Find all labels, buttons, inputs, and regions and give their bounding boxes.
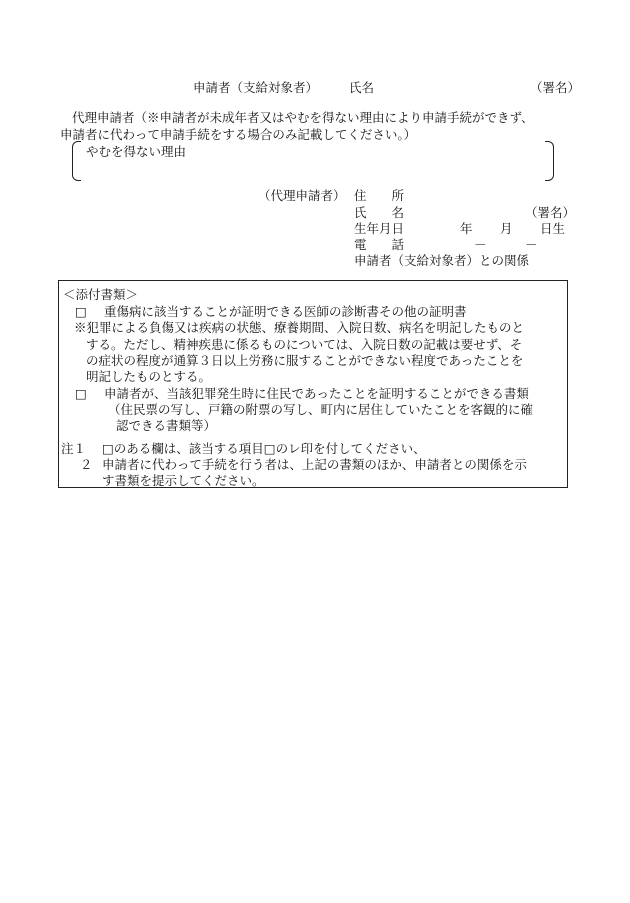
dob-day: 日生: [540, 221, 566, 236]
name-label: 氏名: [349, 80, 375, 95]
note-line-3: の症状の程度が通算３日以上労務に服することができない程度であったことを: [86, 353, 524, 368]
reason-label: やむを得ない理由: [86, 144, 187, 159]
phone-dash-1: －: [474, 237, 487, 252]
note2-line-2: す書類を提示してください。: [102, 473, 265, 488]
agent-address-label: 住 所: [354, 188, 405, 203]
agent-intro-line1: 代理申請者（※申請者が未成年者又はやむを得ない理由により申請手続ができず、: [72, 110, 534, 125]
agent-dob-label: 生年月日: [354, 221, 405, 236]
note-line-2: する。ただし、精神疾患に係るものについては、入院日数の記載は要せず、そ: [86, 337, 523, 352]
note-line-1: ※犯罪による負傷又は疾病の状態、療養期間、入院日数、病名を明記したものと: [74, 320, 525, 335]
dob-month: 月: [500, 221, 513, 236]
notes-label: 注１: [61, 441, 87, 456]
attachments-title: ＜添付書類＞: [63, 287, 139, 302]
agent-relation-label: 申請者（支給対象者）との関係: [354, 253, 530, 268]
item2-line-3: 認できる書類等）: [116, 418, 217, 433]
applicant-label: 申請者（支給対象者）: [193, 80, 319, 95]
reason-bracket-left: [72, 141, 81, 181]
agent-group-label: （代理申請者）: [258, 188, 346, 203]
reason-bracket-right: [545, 141, 554, 181]
agent-signature-label: （署名）: [525, 205, 576, 220]
item2-checkbox[interactable]: □: [75, 386, 87, 401]
dob-year: 年: [460, 221, 473, 236]
phone-dash-2: －: [525, 237, 538, 252]
agent-intro-line2: 申請者に代わって申請手続をする場合のみ記載してください。）: [60, 127, 417, 142]
agent-name-label: 氏 名: [354, 205, 405, 220]
item2-line-1: 申請者が、当該犯罪発生時に住民であったことを証明することができる書類: [104, 386, 529, 401]
note-line-4: 明記したものとする。: [86, 369, 212, 384]
note2-line-1: 申請者に代わって手続を行う者は、上記の書類のほか、申請者との関係を示: [102, 457, 527, 472]
note1-text: □のある欄は、該当する項目□のレ印を付してください、: [102, 441, 426, 456]
signature-label: （署名）: [530, 80, 581, 95]
agent-phone-label: 電 話: [354, 237, 405, 252]
item1-text: 重傷病に該当することが証明できる医師の診断書その他の証明書: [104, 304, 467, 319]
item1-checkbox[interactable]: □: [75, 304, 87, 319]
item2-line-2: （住民票の写し、戸籍の附票の写し、町内に居住していたことを客観的に確: [108, 402, 534, 417]
note2-number: ２: [80, 457, 93, 472]
